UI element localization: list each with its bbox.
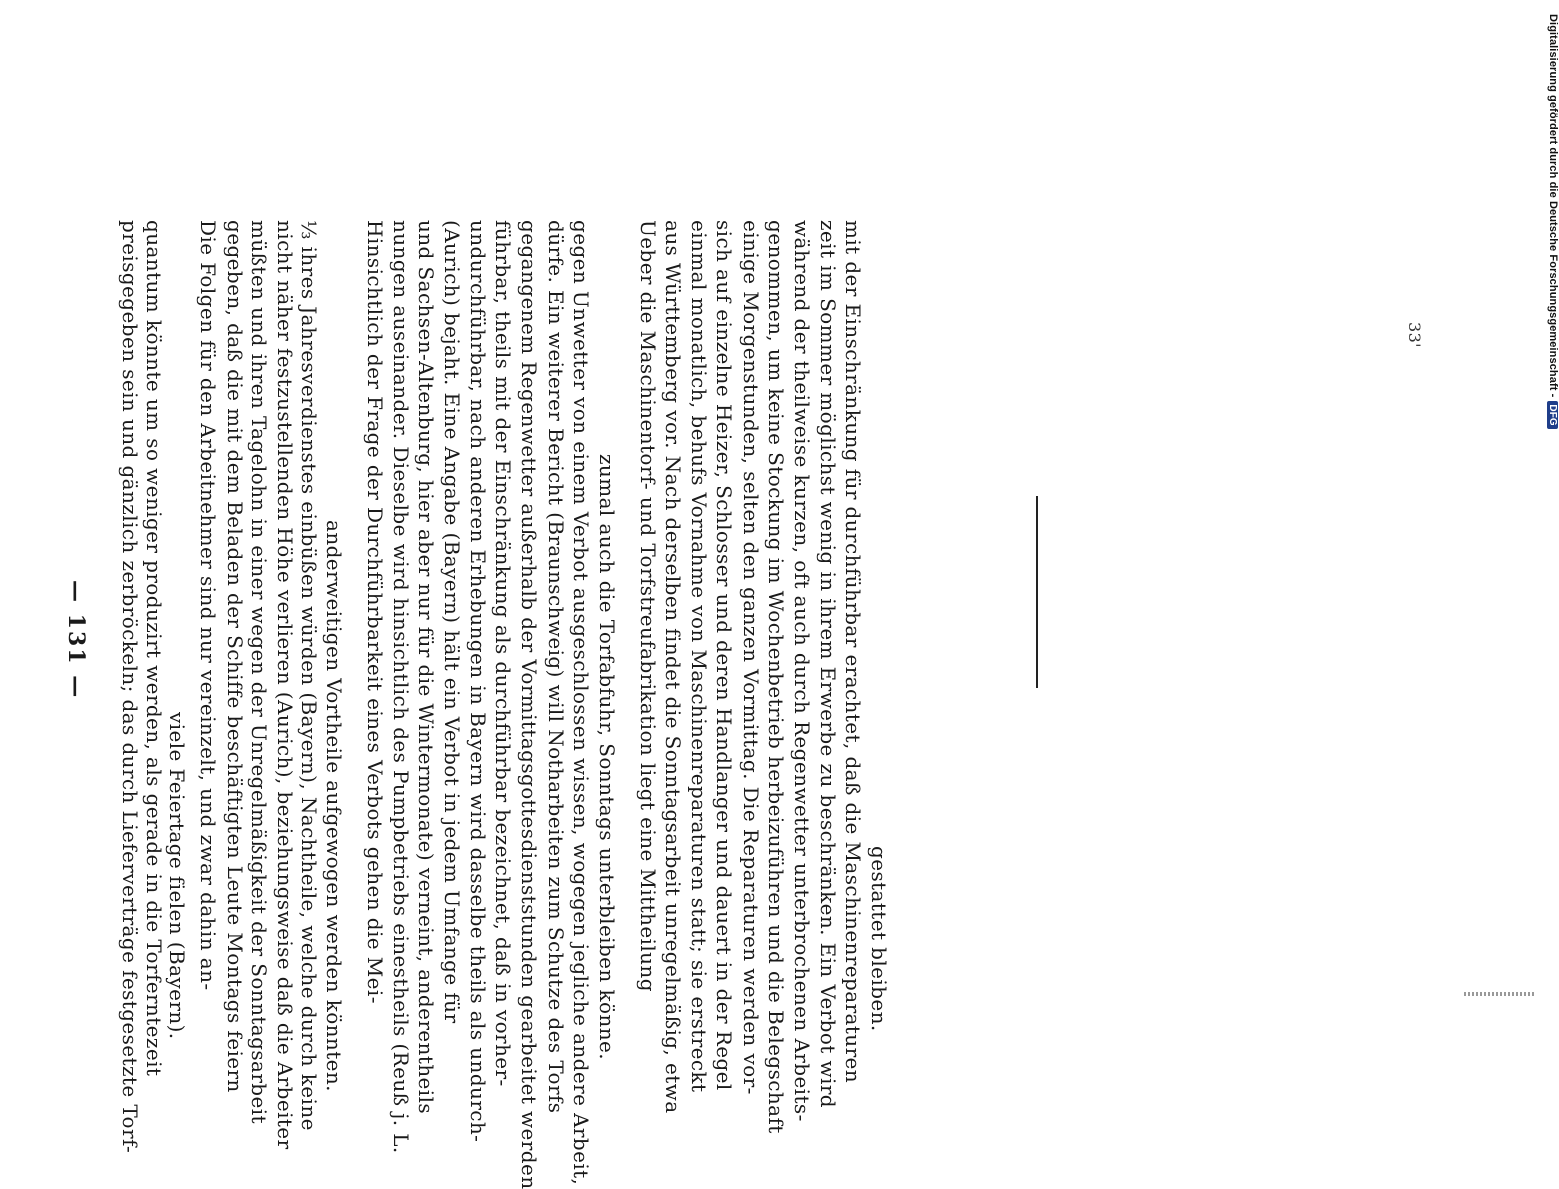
text-line: undurchführbar, nach anderen Erhebungen in Bayern wird dasselbe theils als undurch- xyxy=(466,220,490,1143)
text-line: während der theilweise kurzen, oft auch durch Regenwetter unterbrochenen Arbeits- xyxy=(790,220,814,1122)
text-line: zumal auch die Torfabfuhr, Sonntags unterbleiben könne. xyxy=(595,454,619,1060)
text-line: viele Feiertage fielen (Bayern). xyxy=(165,712,189,1040)
text-line: sich auf einzelne Heizer, Schlosser und deren Handlanger und dauert in der Regel xyxy=(712,220,736,1091)
text-line: mit der Einschränkung für durchführbar erachtet, daß die Maschinenreparaturen xyxy=(841,220,865,1084)
text-line: nicht näher festzustellenden Höhe verlieren (Aurich), beziehungsweise daß die Arbeiter xyxy=(273,220,297,1150)
text-line: genommen, um keine Stockung im Wochenbetrieb herbeizuführen und die Belegschaft xyxy=(764,220,788,1134)
text-line: einmal monatlich, behufs Vornahme von Maschinenreparaturen statt; sie erstreckt xyxy=(687,220,711,1093)
fold-divider-line xyxy=(1036,496,1038,688)
text-line: nungen auseinander. Dieselbe wird hinsichtlich des Pumpbetriebs einestheils (Reuß j. L. xyxy=(389,220,413,1154)
text-line: und Sachsen-Altenburg, hier aber nur für die Wintermonate) verneint, anderentheils xyxy=(414,220,438,1115)
text-line: Hinsichtlich der Frage der Durchführbarkeit eines Verbots gehen die Mei- xyxy=(363,220,387,1004)
text-line: gestattet bleiben. xyxy=(867,846,891,1032)
digitization-credit xyxy=(1547,14,1559,429)
scan-edge-mark xyxy=(1464,992,1536,996)
text-line: aus Württemberg vor. Nach derselben findet die Sonntagsarbeit unregelmäßig, etwa xyxy=(661,220,685,1114)
text-line: Die Folgen für den Arbeitnehmer sind nur vereinzelt, und zwar dahin an- xyxy=(196,220,220,991)
text-line: anderweitigen Vortheile aufgewogen werden könnten. xyxy=(322,520,346,1092)
text-line: gegangenem Regenwetter außerhalb der Vormittagsgottesdienststunden gearbeitet werden xyxy=(517,220,541,1189)
text-line: führbar, theils mit der Einschränkung als durchführbar bezeichnet, daß in vorher- xyxy=(491,220,515,1087)
text-line: preisgegeben sein und gänzlich zerbröckeln; das durch Lieferverträge festgesetzte Torf- xyxy=(118,220,142,1154)
text-line: einige Morgenstunden, selten den ganzen Vormittag. Die Reparaturen werden vor- xyxy=(739,220,763,1095)
text-line: Ueber die Maschinentorf- und Torfstreufabrikation liegt eine Mittheilung xyxy=(636,220,660,992)
text-line: ⅓ ihres Jahresverdienstes einbüßen würden (Bayern), Nachtheile, welche durch keine xyxy=(297,220,321,1131)
leaf-mark: 33' xyxy=(1405,322,1424,348)
page-number: — 131 — xyxy=(63,580,89,700)
text-line: gegeben, daß die mit dem Beladen der Schiffe beschäftigten Leute Montags feiern xyxy=(223,220,247,1093)
text-line: gegen Unwetter von einem Verbot ausgeschlossen wissen, wogegen jegliche andere Arbeit, xyxy=(569,220,593,1186)
text-line: zeit im Sommer möglichst wenig in ihrem Erwerbe zu beschränken. Ein Verbot wird xyxy=(816,220,840,1108)
text-line: quantum könnte um so weniger produzirt werden, als gerade in die Torferntezeit xyxy=(142,220,166,1077)
text-line: dürfe. Ein weiterer Bericht (Braunschweig) will Notharbeiten zum Schutze des Torfs xyxy=(544,220,568,1114)
dfg-logo-icon: DFG xyxy=(1547,401,1558,428)
text-line: (Aurich) bejaht. Eine Angabe (Bayern) hält ein Verbot in jedem Umfange für xyxy=(440,220,464,1024)
credit-text: Digitalisierung gefördert durch die Deutsche Forschungsgemeinschaft - xyxy=(1547,14,1559,398)
text-line: müßten und ihren Tagelohn in einer wegen der Unregelmäßigkeit der Sonntagsarbeit xyxy=(247,220,271,1124)
